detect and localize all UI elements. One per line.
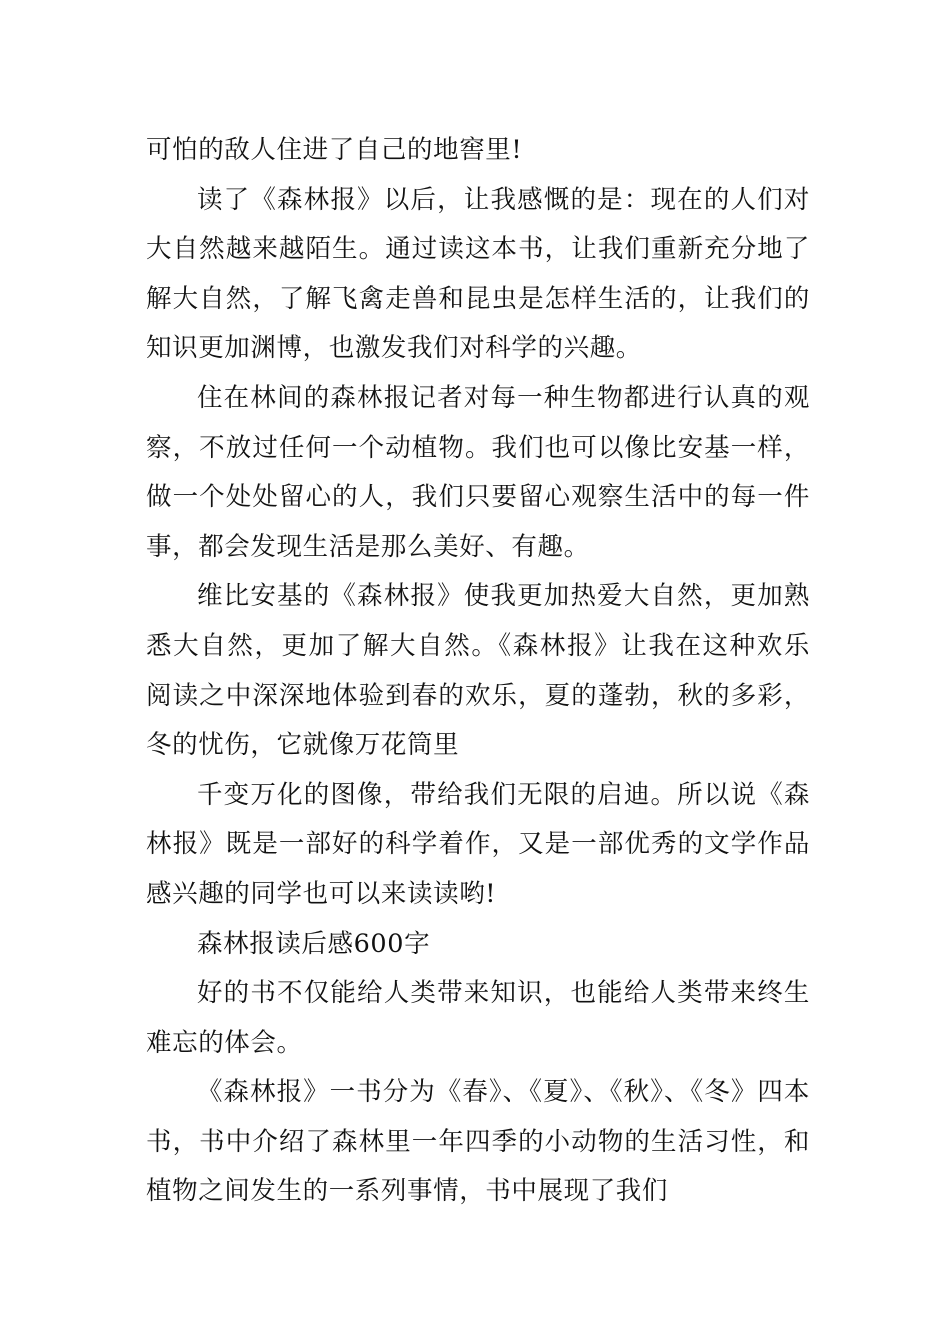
document-body — [146, 126, 810, 1217]
paragraph-1: 可怕的敌人住进了自己的地窖里! — [146, 135, 523, 165]
paragraph-4: 维比安基的《森林报》使我更加热爱大自然，更加熟悉大自然，更加了解大自然。《森林报》让我在这种欢乐阅读之中深深地体验到春的欢乐，夏的蓬勃，秋的多彩，冬的忧伤，它就像万花筒里 — [146, 581, 810, 761]
paragraph-6: 好的书不仅能给人类带来知识，也能给人类带来终生难忘的体会。 — [146, 978, 810, 1058]
paragraph-3: 住在林间的森林报记者对每一种生物都进行认真的观察，不放过任何一个动植物。我们也可以像比安基一样，做一个处处留心的人，我们只要留心观察生活中的每一件事，都会发现生活是那么美好、有趣。 — [146, 382, 810, 562]
section-heading: 森林报读后感600字 — [197, 928, 431, 959]
paragraph-5: 千变万化的图像，带给我们无限的启迪。所以说《森林报》既是一部好的科学着作，又是一部优秀的文学作品感兴趣的同学也可以来读读哟! — [146, 779, 810, 909]
paragraph-2: 读了《森林报》以后，让我感慨的是：现在的人们对大自然越来越陌生。通过读这本书，让我们重新充分地了解大自然，了解飞禽走兽和昆虫是怎样生活的，让我们的知识更加渊博，也激发我们对科学的兴趣。 — [146, 184, 810, 364]
paragraph-7: 《森林报》一书分为《春》、《夏》、《秋》、《冬》四本书，书中介绍了森林里一年四季的小动物的生活习性，和植物之间发生的一系列事情，书中展现了我们 — [146, 1077, 810, 1207]
